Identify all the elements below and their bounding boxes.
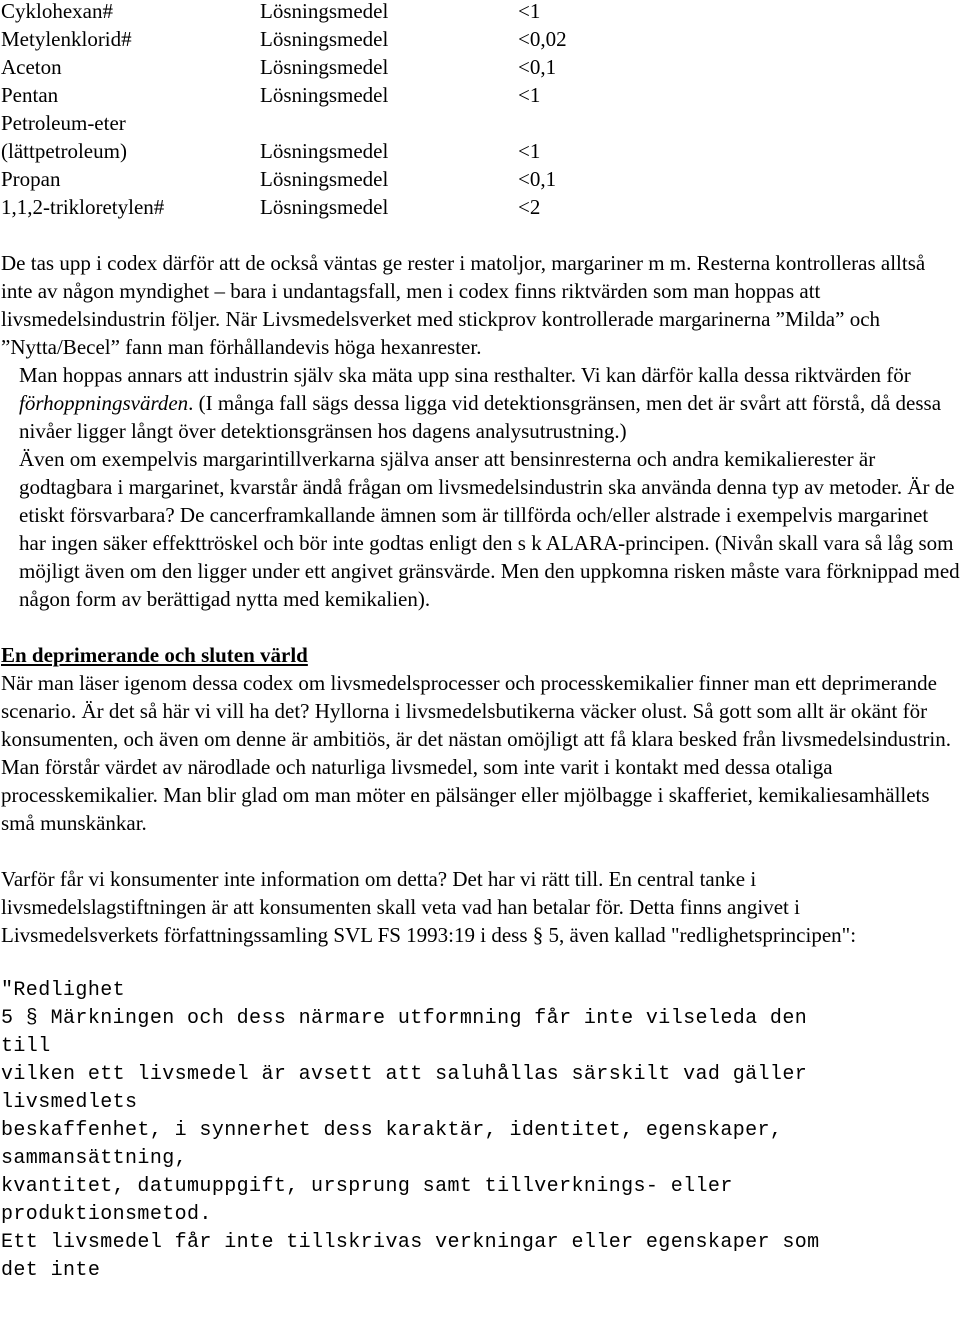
substance-name: Pentan bbox=[1, 83, 59, 107]
table-row bbox=[1, 0, 960, 25]
table-row bbox=[1, 81, 960, 109]
substance-type: Lösningsmedel bbox=[260, 0, 389, 23]
substance-limit: <1 bbox=[518, 0, 541, 23]
substance-type: Lösningsmedel bbox=[260, 195, 389, 219]
paragraph-text: Man hoppas annars att industrin själv ska mäta upp sina resthalter. Vi kan därför kalla dessa riktvärden för bbox=[19, 363, 911, 387]
emphasis-term: förhoppningsvärden bbox=[19, 391, 189, 415]
paragraph-residues: De tas upp i codex därför att de också väntas ge rester i matoljor, margariner m m. Resterna kontrolleras alltså inte av någon myndighet – bara i undantagsfall, men i codex finns riktvärden som man hoppas att livsmedelsindustrin följer. När Livsmedelsverket med stickprov kontrollerade margarinerna ”Milda” och ”Nytta/Becel” fann man förhållandevis höga hexanrester. bbox=[1, 251, 926, 359]
table-row bbox=[1, 53, 960, 81]
table-row bbox=[1, 109, 960, 137]
spacer bbox=[1, 837, 960, 865]
substance-limit: <0,1 bbox=[518, 55, 557, 79]
substance-name: Propan bbox=[1, 167, 61, 191]
paragraph-expectations bbox=[1, 361, 960, 445]
table-row bbox=[1, 165, 960, 193]
substance-type: Lösningsmedel bbox=[260, 55, 389, 79]
regulation-quote: "Redlighet 5 § Märkningen och dess närmare utformning får inte vilseleda den till vilken ett livsmedel är avsett att saluhållas särskilt vad gäller livsmedlets beskaffenhet, i synnerhet dess karaktär, identitet, egenskaper, sammansättning, kvantitet, datumuppgift, ursprung samt tillverknings- eller produktionsmetod. Ett livsmedel får inte tillskrivas verkningar eller egenskaper som det inte bbox=[1, 979, 820, 1282]
substance-name: Cyklohexan# bbox=[1, 0, 113, 23]
paragraph-text: . (I många fall sägs dessa ligga vid detektionsgränsen, men det är svårt att förstå, då dessa nivåer ligger långt över detektionsgränsen hos dagens analysutrustning.) bbox=[19, 391, 942, 443]
solvent-table bbox=[1, 0, 960, 221]
table-row bbox=[1, 25, 960, 53]
substance-name: Petroleum-eter bbox=[1, 111, 126, 135]
substance-limit: <0,02 bbox=[518, 27, 567, 51]
substance-name: Metylenklorid# bbox=[1, 27, 132, 51]
section-heading: En deprimerande och sluten värld bbox=[1, 643, 308, 667]
substance-limit: <1 bbox=[518, 83, 541, 107]
spacer bbox=[1, 613, 960, 641]
substance-limit: <2 bbox=[518, 195, 541, 219]
paragraph-information: Varför får vi konsumenter inte information om detta? Det har vi rätt till. En central tanke i livsmedelslagstiftningen är att konsumenten skall veta vad han betalar för. Detta finns angivet i Livsmedelsverkets författningssamling SVL FS 1993:19 i dess § 5, även kallad "redlighetsprincipen": bbox=[1, 867, 857, 947]
substance-name: Aceton bbox=[1, 55, 62, 79]
substance-name: (lättpetroleum) bbox=[1, 139, 127, 163]
table-row bbox=[1, 137, 960, 165]
substance-type: Lösningsmedel bbox=[260, 139, 389, 163]
substance-type: Lösningsmedel bbox=[260, 167, 389, 191]
substance-limit: <0,1 bbox=[518, 167, 557, 191]
table-row bbox=[1, 193, 960, 221]
paragraph-ethics: Även om exempelvis margarintillverkarna själva anser att bensinresterna och andra kemikalierester är godtagbara i margarinet, kvarstår ändå frågan om livsmedelsindustrin ska använda denna typ av metoder. Är de etiskt försvarbara? De cancerframkallande ämnen som är tillförda och/eller alstrade i exempelvis margarinet har ingen säker effekttröskel och bör inte godtas enligt den s k ALARA-principen. (Nivån skall vara så låg som möjligt även om den ligger under ett angivet gränsvärde. Men den uppkomna risken måste vara förknippad med någon form av berättigad nytta med kemikalien). bbox=[19, 447, 960, 611]
spacer bbox=[1, 221, 960, 249]
spacer bbox=[1, 949, 960, 977]
substance-name: 1,1,2-trikloretylen# bbox=[1, 195, 165, 219]
substance-type: Lösningsmedel bbox=[260, 27, 389, 51]
paragraph-depressing-world: När man läser igenom dessa codex om livsmedelsprocesser och processkemikalier finner man ett deprimerande scenario. Är det så här vi vill ha det? Hyllorna i livsmedelsbutikerna väcker olust. Så gott som allt är okänt för konsumenten, och även om denne är ambitiös, är det nästan omöjligt att få klara besked från livsmedelsindustrin. Man förstår värdet av närodlade och naturliga livsmedel, som inte varit i kontakt med dessa otaliga processkemikalier. Man blir glad om man möter en pälsänger eller mjölbagge i skafferiet, kemikaliesamhällets små munskänkar. bbox=[1, 671, 951, 835]
substance-limit: <1 bbox=[518, 139, 541, 163]
substance-type: Lösningsmedel bbox=[260, 83, 389, 107]
